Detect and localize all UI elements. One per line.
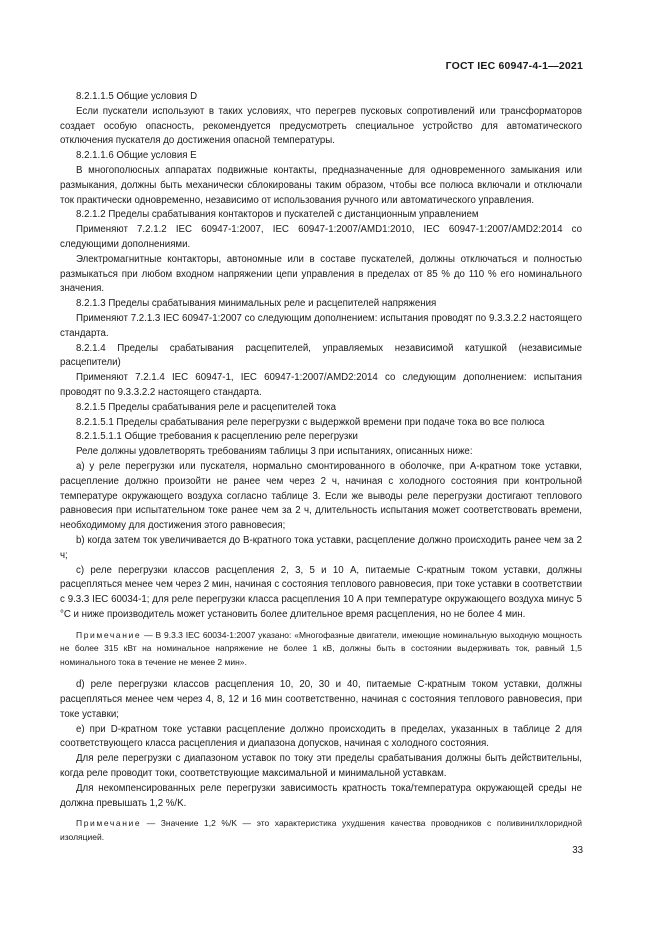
paragraph: Если пускатели используют в таких условиях, что перегрев пусковых сопротивлений или трансформаторов создает особую опасность, рекомендуется предусмотреть специальное устройство для автоматического отключения пускателя до достижения опасной температуры. [60, 105, 582, 147]
document-header: ГОСТ IEC 60947-4-1—2021 [445, 60, 583, 72]
clause-heading: 8.2.1.4 Пределы срабатывания расцепителей, управляемых независимой катушкой (независимые расцепители) [60, 342, 582, 369]
note [60, 817, 582, 844]
document-body [60, 90, 582, 853]
paragraph: Для реле перегрузки с диапазоном уставок по току эти пределы срабатывания должны быть действительны, когда реле проводит токи, соответствующие максимальной и минимальной уставкам. [60, 753, 582, 779]
paragraph: Реле должны удовлетворять требованиям таблицы 3 при испытаниях, описанных ниже: [76, 446, 473, 458]
list-item: c) реле перегрузки классов расцепления 2, 3, 5 и 10 A, питаемые C-кратным током уставки, должны расцепляться менее чем через 2 мин, начиная с состояния теплового равновесия, при токе уставки в соответствии с 9.3.3 IEC 60034-1; для реле перегрузки класса расцепления 10 A при температуре окружающего воздуха минус 5 °C и ниже производитель может установить более длительное время расцепления, но не более 4 мин. [60, 564, 582, 620]
note-text: — Значение 1,2 %/K — это характеристика ухудшения качества проводников с поливинилхлоридной изоляцией. [60, 818, 582, 842]
list-item: d) реле перегрузки классов расцепления 10, 20, 30 и 40, питаемые C-кратным током уставки, должны расцепляться менее чем через 4, 8, 12 и 16 мин соответственно, начиная с состояния теплового равновесия, при токе уставки; [60, 679, 582, 720]
list-item: e) при D-кратном токе уставки расцепление должно происходить в пределах, указанных в таблице 2 для соответствующего класса расцепления и диапазона допусков, начиная с холодного состояния. [60, 723, 582, 750]
clause-heading: 8.2.1.5.1.1 Общие требования к расцеплению реле перегрузки [76, 431, 358, 443]
paragraph: В многополюсных аппаратах подвижные контакты, предназначенные для одновременного замыкания или размыкания, должны быть механически сблокированы таким образом, чтобы все полюса включали и отключали ток практически одновременно, независимо от использования ручного или автоматического управления. [60, 164, 582, 206]
clause-heading: 8.2.1.1.6 Общие условия E [76, 150, 197, 162]
note-label: Примечание [76, 818, 142, 829]
clause-heading: 8.2.1.2 Пределы срабатывания контакторов и пускателей с дистанционным управлением [76, 209, 479, 221]
clause-heading: 8.2.1.5 Пределы срабатывания реле и расцепителей тока [76, 401, 336, 413]
list-item: b) когда затем ток увеличивается до B-кратного тока уставки, расцепление должно происходить ранее чем за 2 ч; [60, 534, 582, 561]
note-label: Примечание [76, 629, 142, 640]
clause-heading: 8.2.1.1.5 Общие условия D [76, 91, 198, 102]
paragraph: Применяют 7.2.1.4 IEC 60947-1, IEC 60947-1:2007/AMD2:2014 со следующим дополнением: испытания проводят по 9.3.3.2.2 настоящего стандарта. [60, 372, 582, 398]
paragraph: Электромагнитные контакторы, автономные или в составе пускателей, должны отключаться и полностью размыкаться при любом входном напряжении цепи управления в пределах от 85 % до 110 % его номинального значения. [60, 253, 582, 295]
note-text: — В 9.3.3 IEC 60034-1:2007 указано: «Многофазные двигатели, имеющие номинальную выходную мощность не более 315 кВт на номинальное напряжение не более 1 кВ, должны быть в состоянии выдерживать ток, равный 1,5 номинального тока в течение не менее 2 мин». [60, 629, 582, 667]
paragraph: Применяют 7.2.1.3 IEC 60947-1:2007 со следующим дополнением: испытания проводят по 9.3.3.2.2 настоящего стандарта. [60, 312, 582, 339]
clause-heading: 8.2.1.5.1 Пределы срабатывания реле перегрузки с выдержкой времени при подаче тока во все полюса [76, 416, 545, 428]
paragraph: Применяют 7.2.1.2 IEC 60947-1:2007, IEC 60947-1:2007/AMD1:2010, IEC 60947-1:2007/AMD2:2014 со следующими дополнениями. [60, 224, 582, 250]
note [60, 629, 582, 670]
list-item: a) у реле перегрузки или пускателя, нормально смонтированного в оболочке, при A-кратном токе уставки, расцепление должно произойти не ранее чем через 2 ч, начиная с холодного состояния при контрольной температуре окружающего воздуха согласно таблице 3. Если же выводы реле перегрузки достигают теплового равновесия при испытательном токе ранее чем за 2 ч, длительность испытания может соответствовать времени, необходимому для достижения этого равновесия; [60, 460, 582, 532]
clause-heading: 8.2.1.3 Пределы срабатывания минимальных реле и расцепителей напряжения [76, 298, 437, 310]
page-number: 33 [572, 845, 583, 856]
paragraph: Для некомпенсированных реле перегрузки зависимость кратность тока/температура окружающей среды не должна превышать 1,2 %/K. [60, 782, 582, 809]
